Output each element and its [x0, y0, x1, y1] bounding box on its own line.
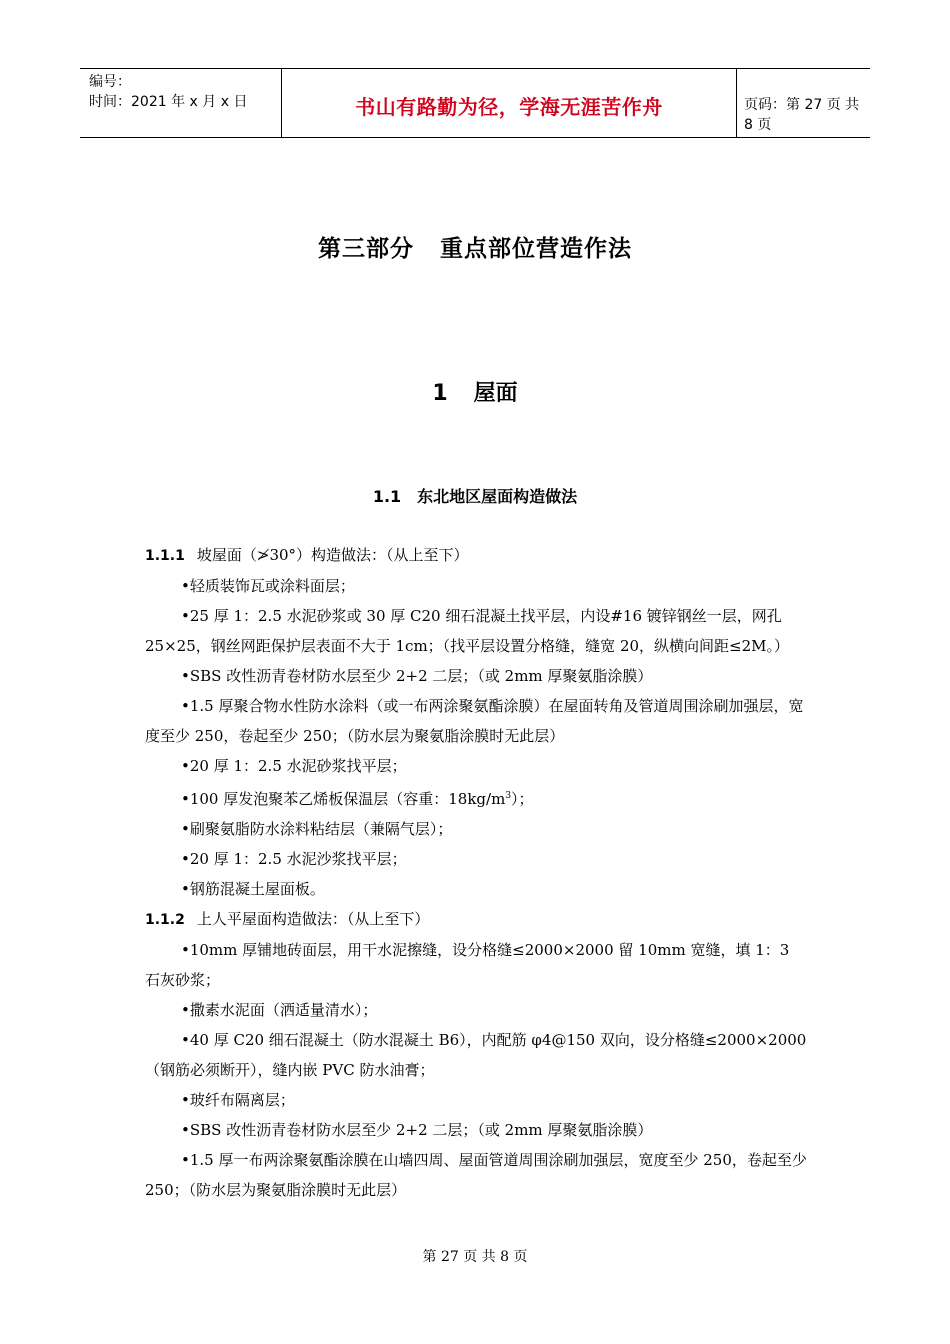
clause-number: 1.1.2	[145, 912, 185, 928]
list-item	[145, 814, 807, 844]
item-text-tail: ）；	[511, 790, 534, 808]
chapter-name: 屋面	[473, 381, 518, 406]
part-title	[0, 230, 950, 263]
time-label: 时间：2021 年 x 月 x 日	[89, 94, 248, 110]
clause-heading	[145, 540, 807, 571]
list-item	[145, 691, 807, 751]
header-motto-cell	[281, 69, 737, 137]
part-title-b: 重点部位营造作法	[440, 236, 632, 262]
item-text: •1.5 厚聚合物水性防水涂料（或一布两涂聚氨酯涂膜）在屋面转角及管道周围涂刷加强层，宽度至少 250，卷起至少 250；（防水层为聚氨脂涂膜时无此层）	[145, 697, 804, 745]
list-item	[145, 601, 807, 661]
clause-number: 1.1.1	[145, 548, 185, 564]
part-title-a: 第三部分	[318, 236, 414, 262]
list-item	[145, 1085, 807, 1115]
list-item	[145, 874, 807, 904]
chapter-title	[0, 376, 950, 407]
list-item	[145, 571, 807, 601]
item-text: •10mm 厚铺地砖面层，用干水泥擦缝，设分格缝≤2000×2000 留 10mm 宽缝，填 1：3 石灰砂浆；	[145, 941, 790, 989]
item-text: •100 厚发泡聚苯乙烯板保温层（容重：18kg/m	[181, 790, 506, 808]
motto-text: 书山有路勤为径，学海无涯苦作舟	[355, 95, 663, 119]
item-text: •40 厚 C20 细石混凝土（防水混凝土 B6），内配筋 φ4@150 双向，设分格缝≤2000×2000（钢筋必须断开），缝内嵌 PVC 防水油膏；	[145, 1031, 807, 1079]
number-label: 编号：	[89, 74, 131, 90]
header-page-cell	[736, 69, 870, 137]
list-item	[145, 751, 807, 781]
page-footer: 第 27 页 共 8 页	[422, 1249, 528, 1265]
header-table	[80, 68, 870, 138]
item-text: •玻纤布隔离层；	[181, 1091, 295, 1109]
chapter-number: 1	[432, 381, 448, 406]
section-title	[0, 484, 950, 507]
list-item	[145, 935, 807, 995]
list-item	[145, 661, 807, 691]
list-item	[145, 995, 807, 1025]
section-name: 东北地区屋面构造做法	[417, 487, 578, 506]
item-text: •刷聚氨脂防水涂料粘结层（兼隔气层）；	[181, 820, 453, 838]
list-item	[145, 844, 807, 874]
item-text: •撒素水泥面（洒适量清水）；	[181, 1001, 378, 1019]
item-text: 上人平屋面构造做法：（从上至下）	[196, 910, 430, 928]
list-item	[145, 1025, 807, 1085]
list-item	[145, 1115, 807, 1145]
list-item	[145, 1145, 807, 1205]
item-text: •1.5 厚一布两涂聚氨酯涂膜在山墙四周、屋面管道周围涂刷加强层，宽度至少 250，卷起至少 250；（防水层为聚氨脂涂膜时无此层）	[145, 1151, 807, 1199]
item-text: •20 厚 1：2.5 水泥沙浆找平层；	[181, 850, 407, 868]
item-text: •25 厚 1：2.5 水泥砂浆或 30 厚 C20 细石混凝土找平层，内设#16 镀锌钢丝一层，网孔 25×25，钢丝网距保护层表面不大于 1cm；（找平层设置分格缝，缝宽 20，纵横向间距≤2M。）	[145, 607, 790, 655]
header-info-cell	[80, 69, 281, 137]
item-text: •轻质装饰瓦或涂料面层；	[181, 577, 355, 595]
page-info: 页码：第 27 页 共 8 页	[744, 97, 860, 133]
item-text: •SBS 改性沥青卷材防水层至少 2+2 二层；（或 2mm 厚聚氨脂涂膜）	[181, 1121, 653, 1139]
section-number: 1.1	[372, 487, 402, 506]
item-text: •SBS 改性沥青卷材防水层至少 2+2 二层；（或 2mm 厚聚氨脂涂膜）	[181, 667, 653, 685]
list-item	[145, 781, 807, 814]
superscript: 3	[505, 791, 512, 801]
item-text: •钢筋混凝土屋面板。	[181, 880, 325, 898]
item-text: •20 厚 1：2.5 水泥砂浆找平层；	[181, 757, 407, 775]
item-text: 坡屋面（≯30°）构造做法：（从上至下）	[196, 546, 469, 564]
document-body	[145, 540, 807, 1205]
clause-heading	[145, 904, 807, 935]
